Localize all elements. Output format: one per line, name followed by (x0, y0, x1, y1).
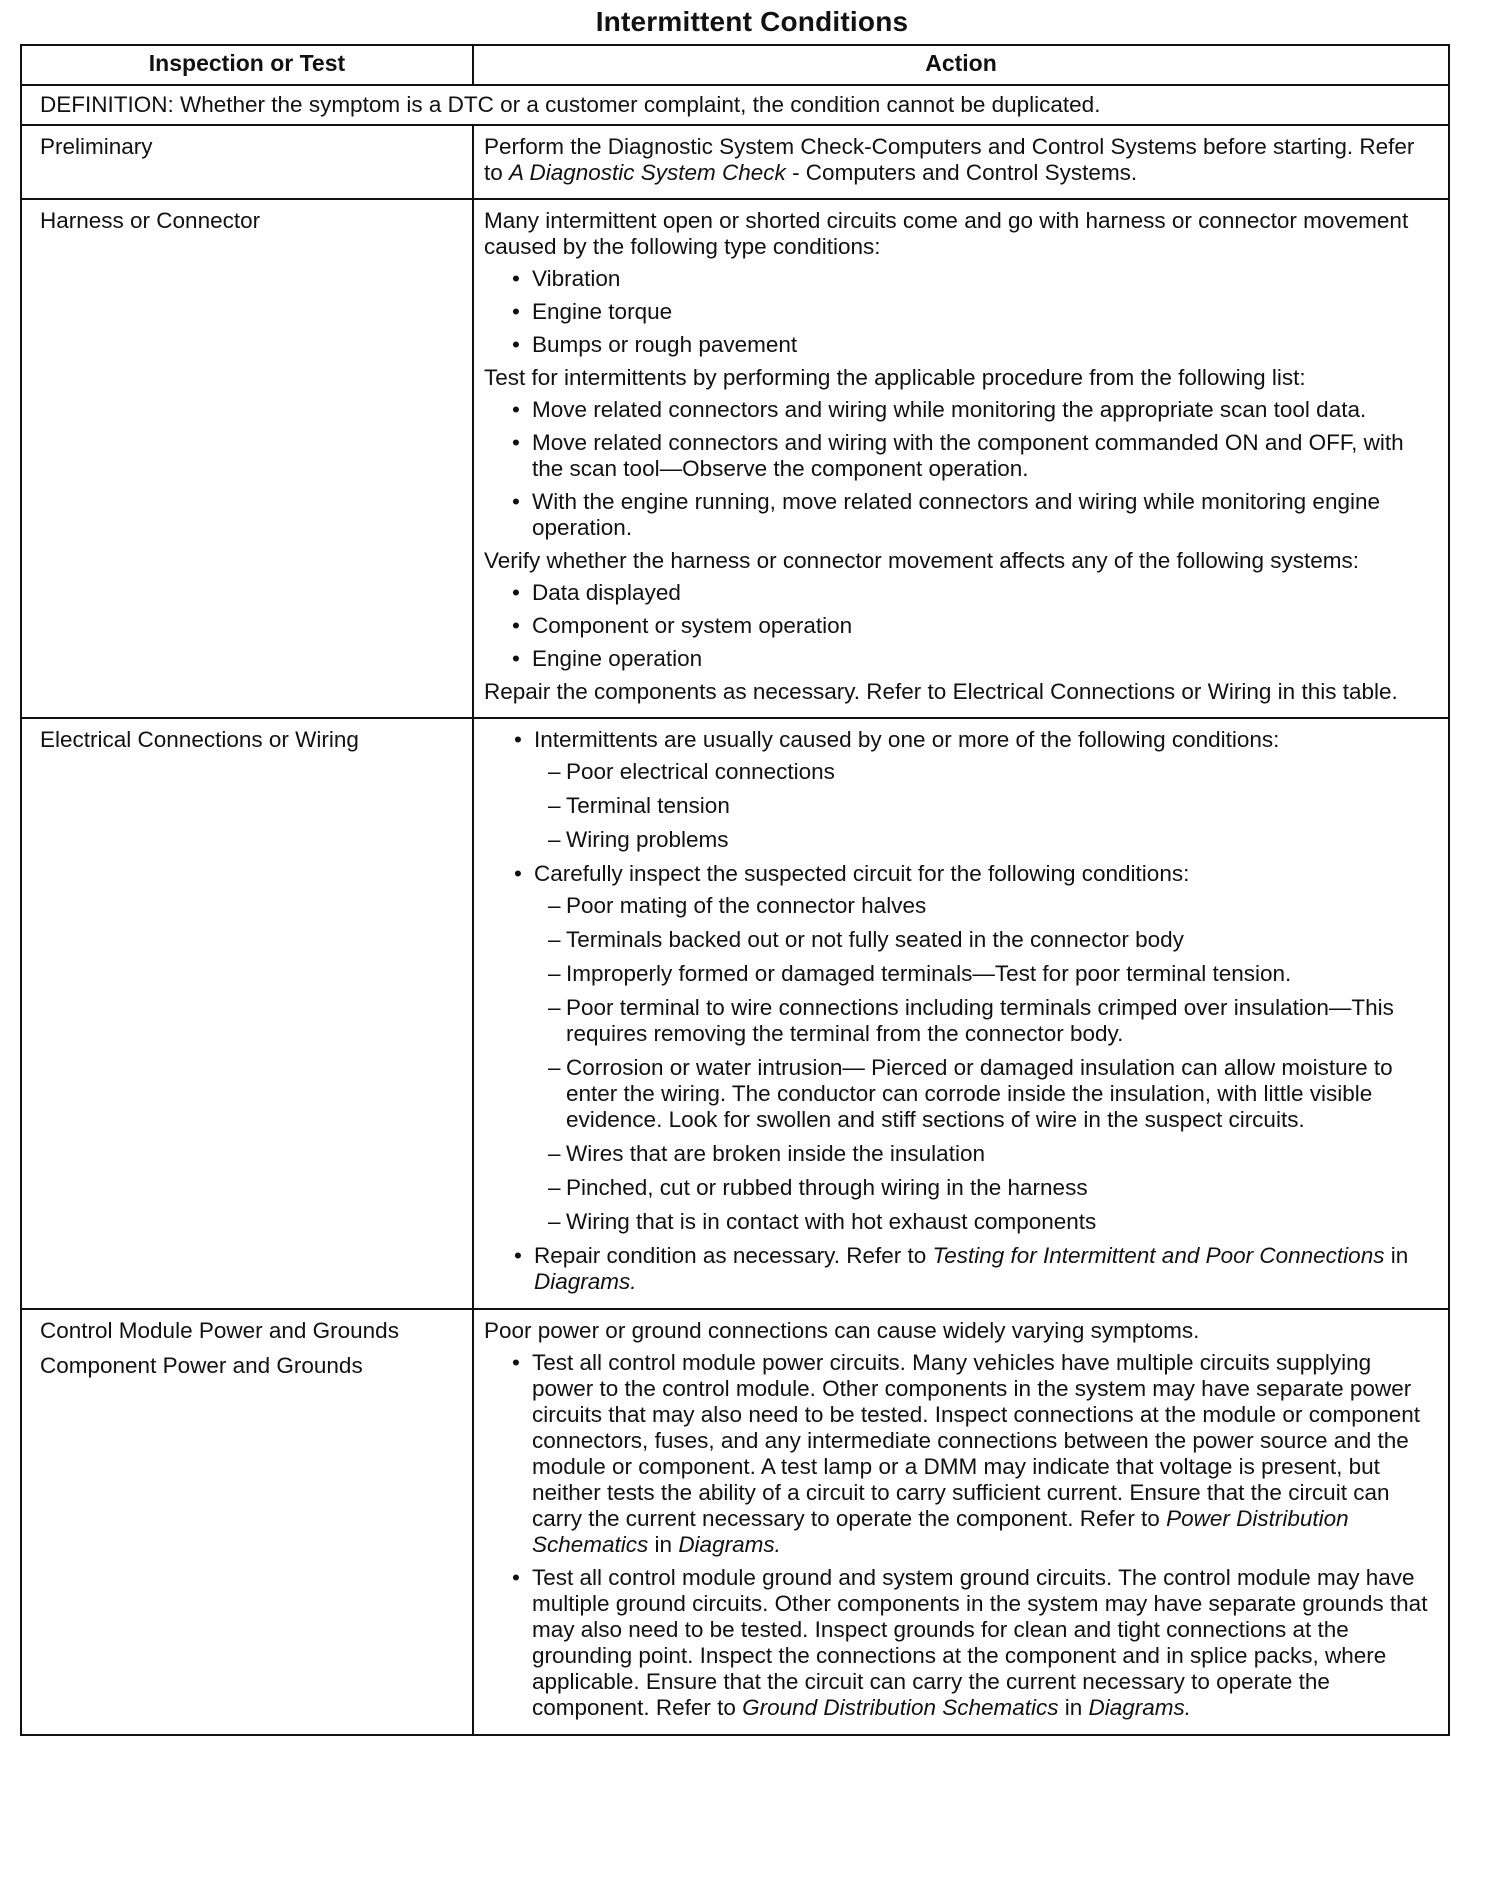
verify-list (484, 580, 1438, 672)
document-title: Intermittent Conditions (595, 6, 909, 37)
table-row (21, 199, 1449, 718)
table-row (21, 125, 1449, 199)
test-intro: Test for intermittents by performing the applicable procedure from the following list: (484, 365, 1306, 390)
header-row (21, 45, 1449, 85)
list-item: • Move related connectors and wiring with the component commanded ON and OFF, with the scan tool—Observe the component operation. (484, 430, 1438, 482)
inspect-intro: Carefully inspect the suspected circuit for the following conditions: (534, 861, 1190, 886)
action-intro: Many intermittent open or shorted circuits come and go with harness or connector movement caused by the following type conditions: (484, 208, 1409, 259)
list-item: • Engine operation (484, 646, 1438, 672)
list-item: • Engine torque (484, 299, 1438, 325)
list-item (484, 1565, 1438, 1721)
row-label-harness (21, 199, 473, 718)
row-action-harness (473, 199, 1449, 718)
text-segment: Repair condition as necessary. Refer to (534, 1243, 933, 1268)
row-label-power (21, 1309, 473, 1735)
repair-text: Repair the components as necessary. Refer to Electrical Connections or Wiring in this table. (484, 679, 1398, 704)
row-action-electrical (473, 718, 1449, 1309)
action-intro: Poor power or ground connections can cause widely varying symptoms. (484, 1318, 1200, 1343)
row-label: Harness or Connector (40, 208, 261, 233)
list-item (484, 861, 1438, 1235)
row-label-preliminary (21, 125, 473, 199)
reference-italic: Diagrams. (1088, 1695, 1192, 1720)
verify-intro: Verify whether the harness or connector movement affects any of the following systems: (484, 548, 1360, 573)
definition-text: DEFINITION: Whether the symptom is a DTC or a customer complaint, the condition cannot be duplicated. (21, 85, 1449, 125)
reference-italic: Diagrams. (678, 1532, 781, 1557)
row-action-preliminary (473, 125, 1449, 199)
text-segment: in (648, 1532, 679, 1557)
list-item: – Improperly formed or damaged terminals—Test for poor terminal tension. (534, 961, 1438, 987)
table-row (21, 718, 1449, 1309)
text-segment: - Computers and Control Systems. (785, 160, 1138, 185)
list-item: • Data displayed (484, 580, 1438, 606)
list-item: – Terminals backed out or not fully seated in the connector body (534, 927, 1438, 953)
list-item: – Wires that are broken inside the insulation (534, 1141, 1438, 1167)
header-inspection-or-test: Inspection or Test (21, 45, 473, 85)
list-item: • Move related connectors and wiring while monitoring the appropriate scan tool data. (484, 397, 1438, 423)
row-label: Component Power and Grounds (40, 1353, 363, 1378)
list-item: • Vibration (484, 266, 1438, 292)
header-action: Action (473, 45, 1449, 85)
list-item (484, 1243, 1438, 1295)
reference-italic: Power Distribution Schematics (532, 1506, 1349, 1557)
causes-list (534, 759, 1438, 853)
list-item: – Corrosion or water intrusion— Pierced or damaged insulation can allow moisture to enter the wiring. The conductor can corrode inside the insulation, with little visible evidence. Look for swollen and stiff sections of wire in the suspect circuits. (534, 1055, 1438, 1133)
text-segment: in (1058, 1695, 1089, 1720)
row-action-power (473, 1309, 1449, 1735)
power-list (484, 1350, 1438, 1721)
list-item: – Poor mating of the connector halves (534, 893, 1438, 919)
action-text (484, 134, 1438, 186)
row-label-electrical (21, 718, 473, 1309)
list-item: • With the engine running, move related connectors and wiring while monitoring engine operation. (484, 489, 1438, 541)
reference-italic: Ground Distribution Schematics (742, 1695, 1059, 1720)
cause-intro: Intermittents are usually caused by one or more of the following conditions: (534, 727, 1280, 752)
inspect-list (534, 893, 1438, 1235)
list-item: – Terminal tension (534, 793, 1438, 819)
intermittent-conditions-table (20, 44, 1450, 1736)
list-item: – Pinched, cut or rubbed through wiring in the harness (534, 1175, 1438, 1201)
list-item: – Wiring that is in contact with hot exhaust components (534, 1209, 1438, 1235)
list-item: – Poor terminal to wire connections including terminals crimped over insulation—This requires removing the terminal from the connector body. (534, 995, 1438, 1047)
tests-list (484, 397, 1438, 541)
row-label: Control Module Power and Grounds (40, 1318, 399, 1343)
list-item: – Wiring problems (534, 827, 1438, 853)
list-item: • Bumps or rough pavement (484, 332, 1438, 358)
electrical-list (484, 727, 1438, 1295)
row-label: Preliminary (40, 134, 153, 159)
text-segment: Test all control module power circuits. Many vehicles have multiple circuits supplying power to the control module. Other components in the system may have separate power circuits that may also need to be tested. Inspect connections at the module or component connectors, fuses, and any intermediate connections between the power source and the module or component. A test lamp or a DMM may indicate that voltage is present, but neither tests the ability of a circuit to carry sufficient current. Ensure that the circuit can carry the current necessary to operate the component. Refer to (532, 1350, 1421, 1531)
reference-italic: A Diagnostic System Check (509, 160, 786, 185)
row-label: Electrical Connections or Wiring (40, 727, 359, 752)
text-segment: Test all control module ground and system ground circuits. The control module may have multiple ground circuits. Other components in the system may have separate grounds that may also need to be tested. Inspect grounds for clean and tight connections at the grounding point. Inspect the connections at the component and in splice packs, where applicable. Ensure that the circuit can carry the current necessary to operate the component. Refer to (532, 1565, 1428, 1720)
list-item: – Poor electrical connections (534, 759, 1438, 785)
list-item (484, 1350, 1438, 1558)
definition-row (21, 85, 1449, 125)
table-row (21, 1309, 1449, 1735)
text-segment: in (1384, 1243, 1409, 1268)
list-item (484, 727, 1438, 853)
text-segment: Perform the Diagnostic System Check-Computers and Control Systems before starting. Refer to (484, 134, 1415, 185)
reference-italic: Testing for Intermittent and Poor Connections (932, 1243, 1385, 1268)
conditions-list (484, 266, 1438, 358)
list-item: • Component or system operation (484, 613, 1438, 639)
reference-italic: Diagrams. (534, 1269, 637, 1294)
